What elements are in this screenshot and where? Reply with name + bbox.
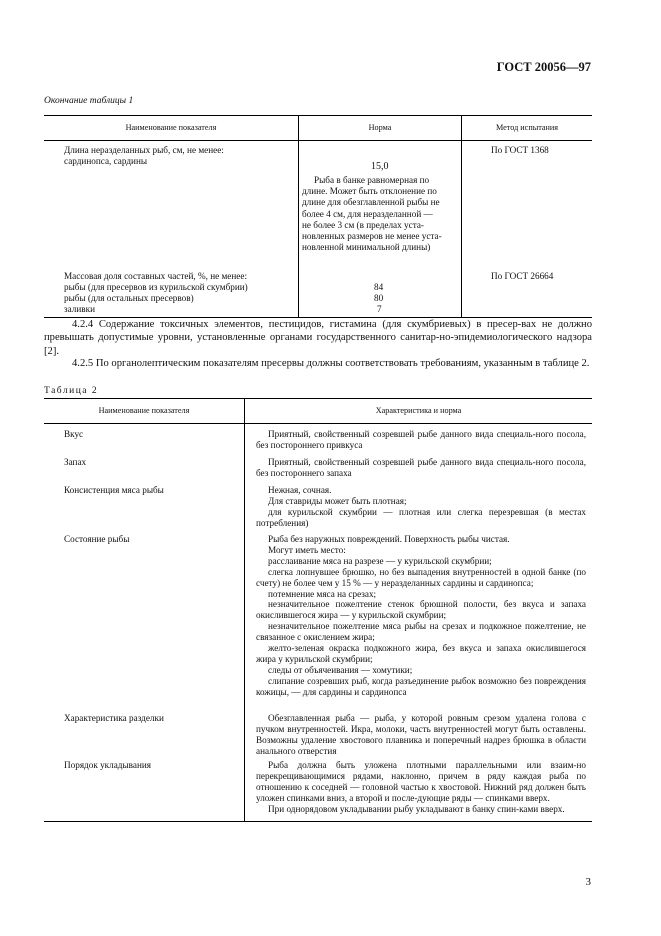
- table1-col-norm: Норма: [298, 116, 461, 140]
- mass-row-label: заливки: [64, 304, 96, 314]
- table2-col-spec: Характеристика и норма: [244, 399, 592, 423]
- row-text: Обезглавленная рыба — рыба, у которой ровным срезом удалена голова с пучком внутренностей. Икра, молоки, часть внутренностей могут быть оставлены. Возможны удаление хвостового плавника и поперечный надрез брюшка в области анального отверстия: [256, 713, 586, 756]
- row-name: Запах: [64, 457, 87, 467]
- mass-row-value: 7: [377, 304, 382, 314]
- table2-caption: Таблица 2: [44, 386, 99, 396]
- table1-caption: Окончание таблицы 1: [44, 96, 134, 106]
- row-name: Консистенция мяса рыбы: [64, 485, 164, 495]
- table1-col-method: Метод испытания: [461, 116, 592, 140]
- row-name: Вкус: [64, 429, 84, 439]
- table1-col-name: Наименование показателя: [125, 123, 217, 133]
- table2-col-name: Наименование показателя: [98, 405, 190, 415]
- paragraph-4-2-5: 4.2.5 По органолептическим показателям пресервы должны соответствовать требованиям, указанным в таблице 2.: [72, 358, 590, 369]
- length-label: Длина неразделанных рыб, см, не менее:: [64, 145, 224, 155]
- table-2: [44, 398, 592, 822]
- document-code: ГОСТ 20056—97: [496, 60, 591, 74]
- mass-row-label: рыбы (для остальных пресервов): [64, 293, 194, 303]
- table1-header: [44, 115, 592, 141]
- mass-row-value: 84: [374, 282, 384, 292]
- row-text: Рыба должна быть уложена плотными параллельными или взаим-но перекрещивающимися рядами, наклонно, причем в ряду каждая рыба по отношению к соседней — головной частью к хвостовой. Нижний ряд должен быть уложен спинками вниз, а второй и после-дующие ряды — спинками вверх. При однорядовом укладывании рыбу укладывают в банку спин-ками вверх.: [256, 760, 586, 814]
- length-note: Рыба в банке равномерная по длине. Может быть отклонение по длине для обезглавленной рыбы не более 4 см, для неразделанной — не более 3 см (в пределах уста- новленных размеров не менее уста- новленной минимальной длины): [302, 175, 442, 253]
- row-name: Порядок укладывания: [64, 760, 151, 770]
- row-name: Характеристика разделки: [64, 713, 164, 723]
- table2-header: [44, 399, 592, 424]
- row-text: Нежная, сочная. Для ставриды может быть плотная; для курильской скумбрии — плотная или слегка перезревшая (в местах потребления): [256, 485, 586, 528]
- table-1: [44, 115, 592, 318]
- page-number: 3: [585, 876, 591, 888]
- row-text: Рыба без наружных повреждений. Поверхность рыбы чистая. Могут иметь место: расслаивание мяса на разрезе — у курильской скумбрии; слегка лопнувшее брюшко, но без выпадения внутренностей в одной банке (по счету) не более чем у 15 % — у неразделанных сардины и сардинопса; потемнение мяса на срезах; незначительное пожелтение стенок брюшной полости, без вкуса и запаха окислившегося жира — у курильской скумбрии; незначительное пожелтение мяса рыбы на срезах и подкожное пожелтение, не связанное с окислением жира; желто-зеленая окраска подкожного жира, без вкуса и запаха окислившегося жира у курильской скумбрии; следы от объячеивания — хомутики; слипание созревших рыб, когда разъединение рыбок возможно без повреждения кожицы, — для сардины и сардинопса: [256, 534, 586, 697]
- table1-body: [44, 141, 592, 318]
- mass-row-label: рыбы (для пресервов из курильской скумбрии): [64, 282, 248, 292]
- paragraph-4-2-4: 4.2.4 Содержание токсичных элементов, пестицидов, гистамина (для скумбриевых) в пресер-вах не должно превышать допустимые уровни, установленные органами государственного санитар-но-эпидемиологического надзора [2].: [44, 319, 592, 357]
- row-name: Состояние рыбы: [64, 534, 130, 544]
- length-method: По ГОСТ 1368: [491, 145, 549, 155]
- length-value: 15,0: [371, 161, 389, 172]
- row-text: Приятный, свойственный созревшей рыбе данного вида специаль-ного посола, без постороннего запаха: [256, 457, 586, 478]
- length-label-fish: сардинопса, сардины: [64, 156, 148, 166]
- mass-row-value: 80: [374, 293, 384, 303]
- mass-method: По ГОСТ 26664: [491, 271, 554, 281]
- row-text: Приятный, свойственный созревшей рыбе данного вида специаль-ного посола, без постороннего привкуса: [256, 429, 586, 450]
- mass-label: Массовая доля составных частей, %, не менее:: [64, 271, 248, 281]
